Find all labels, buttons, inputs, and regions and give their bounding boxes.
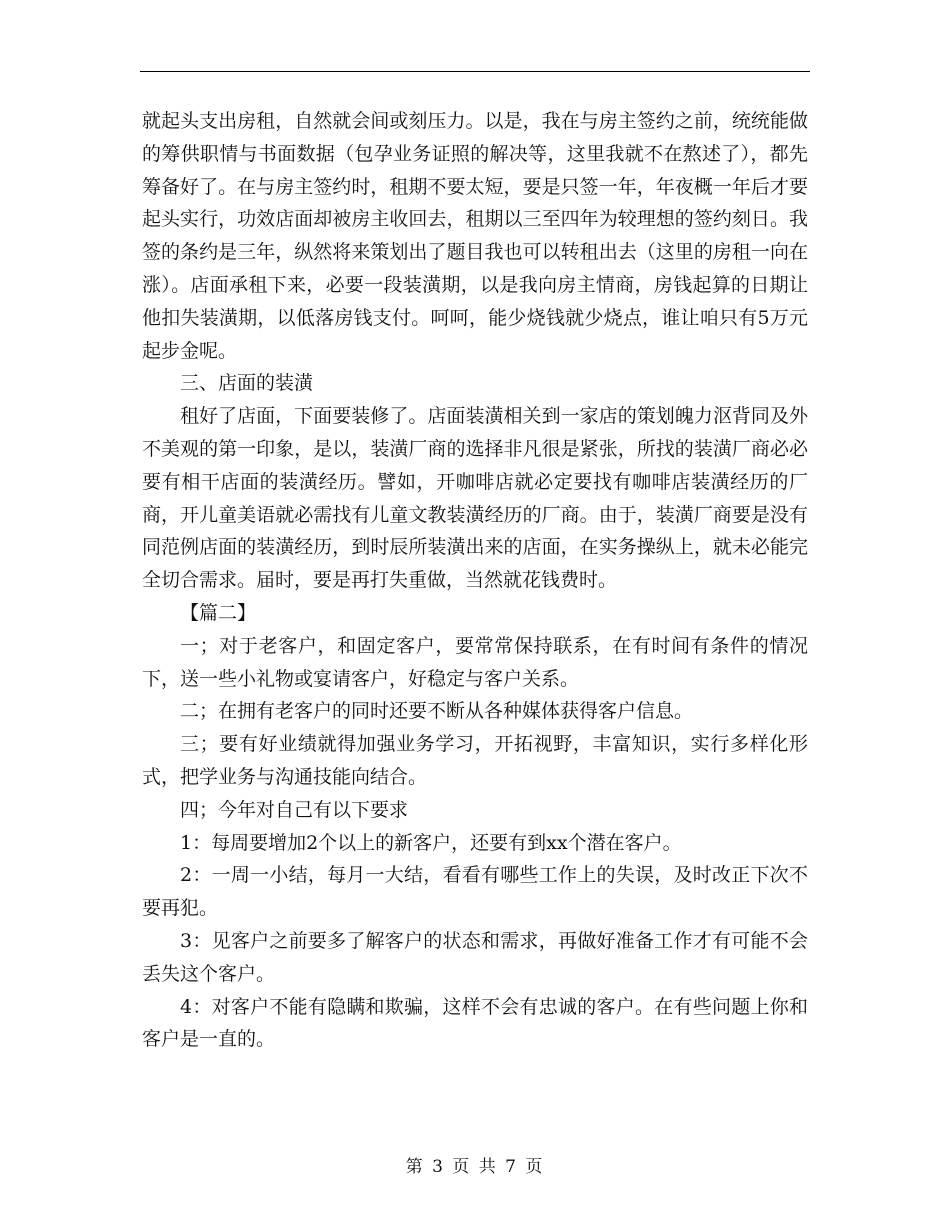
document-body	[142, 105, 808, 1056]
section-heading: 【篇二】	[180, 601, 257, 624]
paragraph: 二；在拥有老客户的同时还要不断从各种媒体获得客户信息。	[180, 700, 694, 723]
list-item: 4：对客户不能有隐瞒和欺骗，这样不会有忠诚的客户。在有些问题上你和客户是一直的。	[142, 995, 808, 1051]
paragraph: 一；对于老客户，和固定客户，要常常保持联系，在有时间有条件的情况下，送一些小礼物或宴请客户，好稳定与客户关系。	[142, 634, 808, 690]
list-item: 1：每周要增加2个以上的新客户，还要有到xx个潜在客户。	[180, 831, 682, 854]
paragraph: 四；今年对自己有以下要求	[180, 798, 409, 821]
paragraph: 就起头支出房租，自然就会间或刻压力。以是，我在与房主签约之前，统统能做的筹供职情与书面数据（包孕业务证照的解决等，这里我就不在熬述了），都先筹备好了。在与房主签约时，租期不要太短，要是只签一年，年夜概一年后才要起头实行，功效店面却被房主收回去，租期以三至四年为较理想的签约刻日。我签的条约是三年，纵然将来策划出了题目我也可以转租出去（这里的房租一向在涨）。店面承租下来，必要一段装潢期，以是我向房主情商，房钱起算的日期让他扣失装潢期，以低落房钱支付。呵呵，能少烧钱就少烧点，谁让咱只有5万元起步金呢。	[142, 110, 808, 362]
list-item: 2：一周一小结，每月一大结，看看有哪些工作上的失误，及时改正下次不要再犯。	[142, 864, 808, 920]
paragraph: 租好了店面，下面要装修了。店面装潢相关到一家店的策划魄力沤背同及外不美观的第一印象，是以，装潢厂商的选择非凡很是紧张，所找的装潢厂商必必要有相干店面的装潢经历。譬如，开咖啡店就必定要找有咖啡店装潢经历的厂商，开儿童美语就必需找有儿童文教装潢经历的厂商。由于，装潢厂商要是没有同范例店面的装潢经历，到时辰所装潢出来的店面，在实务操纵上，就未必能完全切合需求。届时，要是再打失重做，当然就花钱费时。	[142, 405, 808, 592]
list-item: 3：见客户之前要多了解客户的状态和需求，再做好准备工作才有可能不会丢失这个客户。	[142, 929, 808, 985]
page-number-footer: 第 3 页 共 7 页	[405, 1157, 545, 1177]
paragraph: 三；要有好业绩就得加强业务学习，开拓视野，丰富知识，实行多样化形式，把学业务与沟通技能向结合。	[142, 733, 808, 788]
header-rule	[140, 71, 810, 72]
section-heading: 三、店面的装潢	[180, 372, 314, 395]
